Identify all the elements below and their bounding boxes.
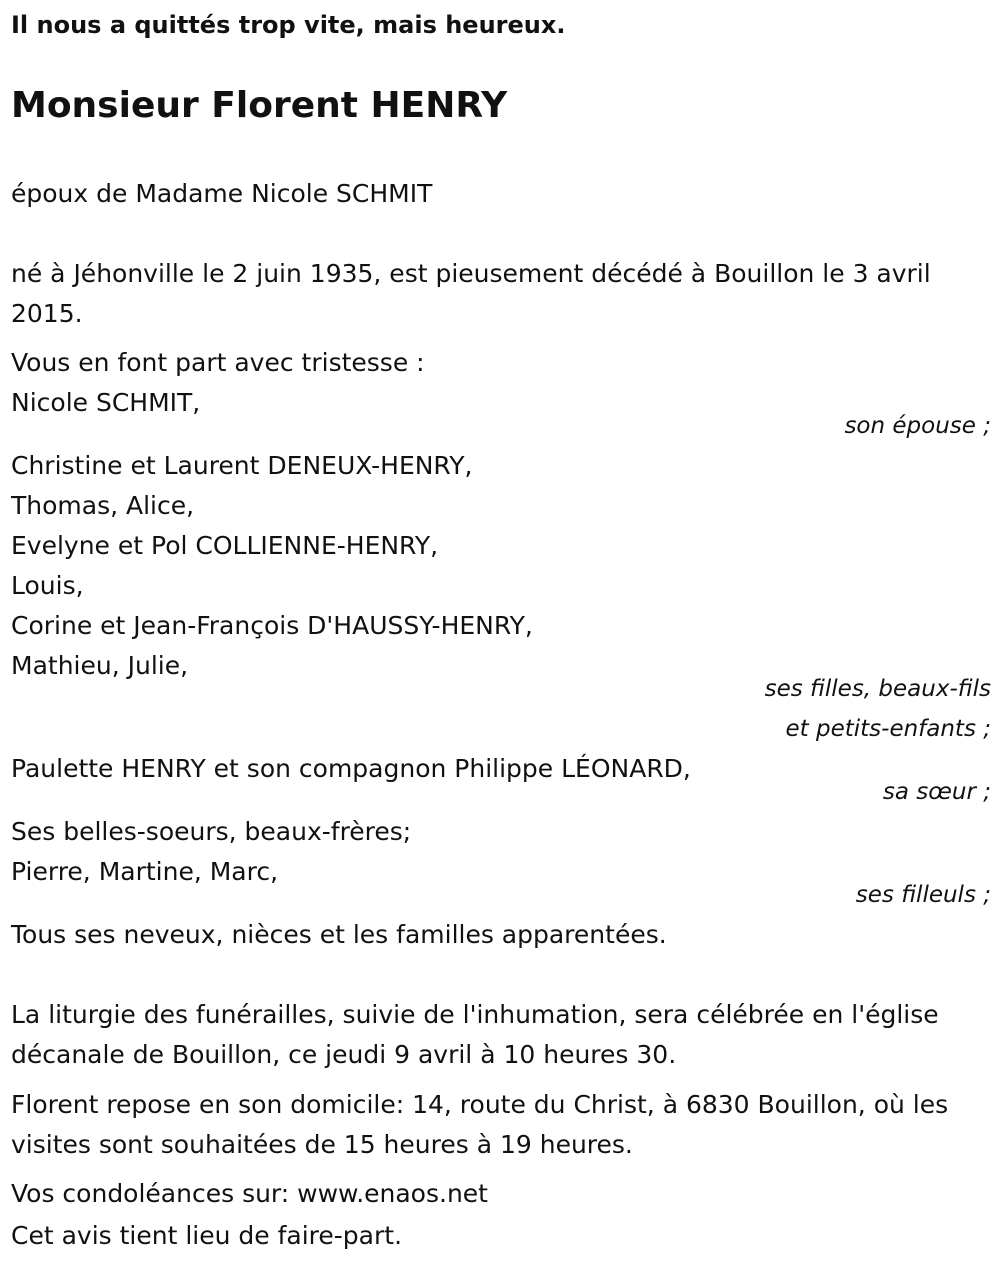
spouse-line: époux de Madame Nicole SCHMIT — [11, 179, 433, 208]
notice-line: Cet avis tient lieu de faire-part. — [11, 1221, 403, 1250]
children-role-line-2: et petits-enfants ; — [785, 716, 991, 742]
children-line-6: Mathieu, Julie, — [11, 651, 189, 680]
deceased-name: Monsieur Florent HENRY — [11, 85, 508, 126]
children-line-3: Evelyne et Pol COLLIENNE-HENRY, — [11, 531, 439, 560]
repose-text: Florent repose en son domicile: 14, route du Christ, à 6830 Bouillon, où les visites sont souhaitées de 15 heures à 19 heures. — [11, 1090, 949, 1159]
godchildren-line: Pierre, Martine, Marc, — [11, 857, 279, 886]
children-line-4: Louis, — [11, 571, 84, 600]
spouse-role: son épouse ; — [844, 413, 991, 439]
godchildren-role: ses filleuls ; — [855, 882, 991, 908]
birth-death-text: né à Jéhonville le 2 juin 1935, est pieusement décédé à Bouillon le 3 avril 2015. — [11, 259, 931, 328]
tagline: Il nous a quittés trop vite, mais heureux. — [11, 11, 566, 39]
children-line-5: Corine et Jean-François D'HAUSSY-HENRY, — [11, 611, 533, 640]
inlaws-line: Ses belles-soeurs, beaux-frères; — [11, 817, 412, 846]
liturgy-text: La liturgie des funérailles, suivie de l'inhumation, sera célébrée en l'église décanale de Bouillon, ce jeudi 9 avril à 10 heures 30. — [11, 1000, 939, 1069]
announce-intro: Vous en font part avec tristesse : — [11, 348, 425, 377]
relatives-line: Tous ses neveux, nièces et les familles apparentées. — [11, 920, 667, 949]
condolences-line: Vos condoléances sur: www.enaos.net — [11, 1179, 488, 1208]
spouse-name: Nicole SCHMIT, — [11, 388, 201, 417]
children-role-line-1: ses filles, beaux-fils — [764, 676, 991, 702]
sister-line: Paulette HENRY et son compagnon Philippe LÉONARD, — [11, 754, 691, 783]
children-line-2: Thomas, Alice, — [11, 491, 195, 520]
sister-role: sa sœur ; — [882, 779, 991, 805]
children-line-1: Christine et Laurent DENEUX-HENRY, — [11, 451, 473, 480]
